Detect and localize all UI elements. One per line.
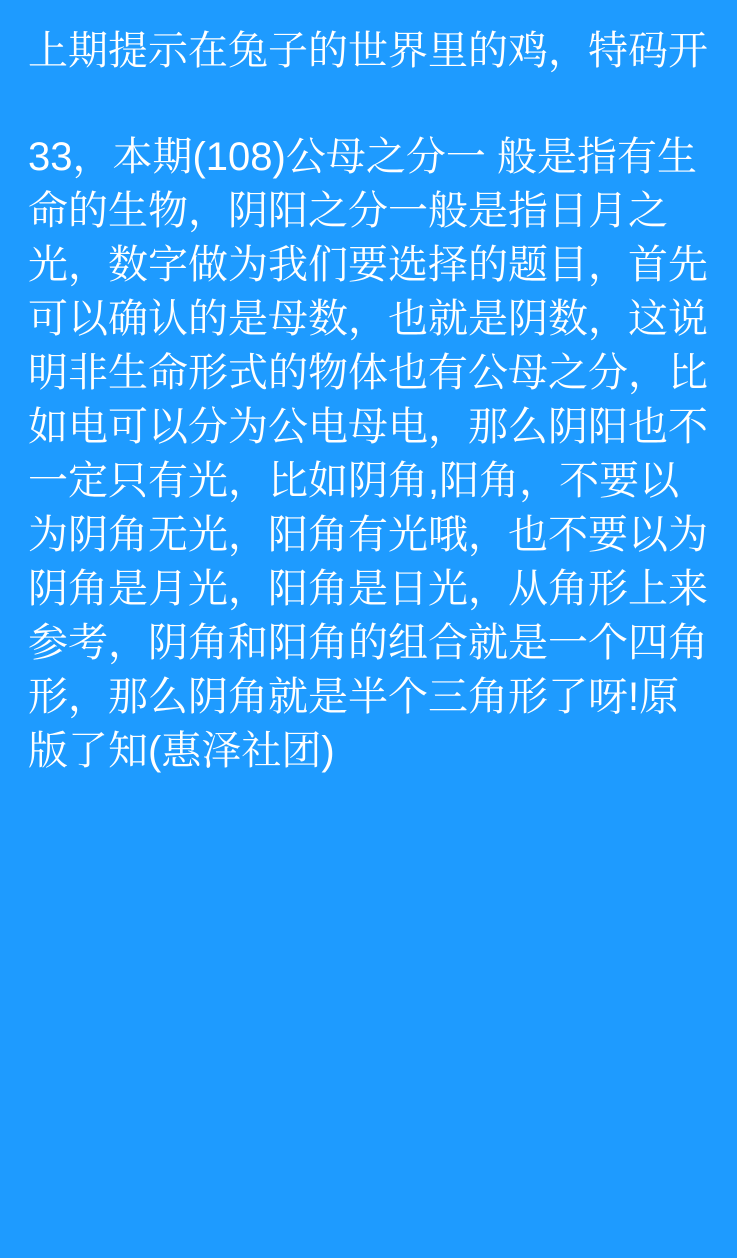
lead-paragraph: 上期提示在兔子的世界里的鸡，特码开 [28,29,708,73]
body-paragraph: 33，本期(108)公母之分一 般是指有生命的生物，阴阳之分一般是指日月之光，数字做为我们要选择的题目，首先可以确认的是母数，也就是阴数，这说明非生命形式的物体也有公母之分，比如电可以分为公电母电，那么阴阳也不一定只有光，比如阴角,阳角，不要以为阴角无光，阳角有光哦，也不要以为阴角是月光，阳角是日光，从角形上来参考，阴角和阳角的组合就是一个四角形，那么阴角就是半个三角形了呀!原版了知(惠泽社团) [28,135,708,773]
